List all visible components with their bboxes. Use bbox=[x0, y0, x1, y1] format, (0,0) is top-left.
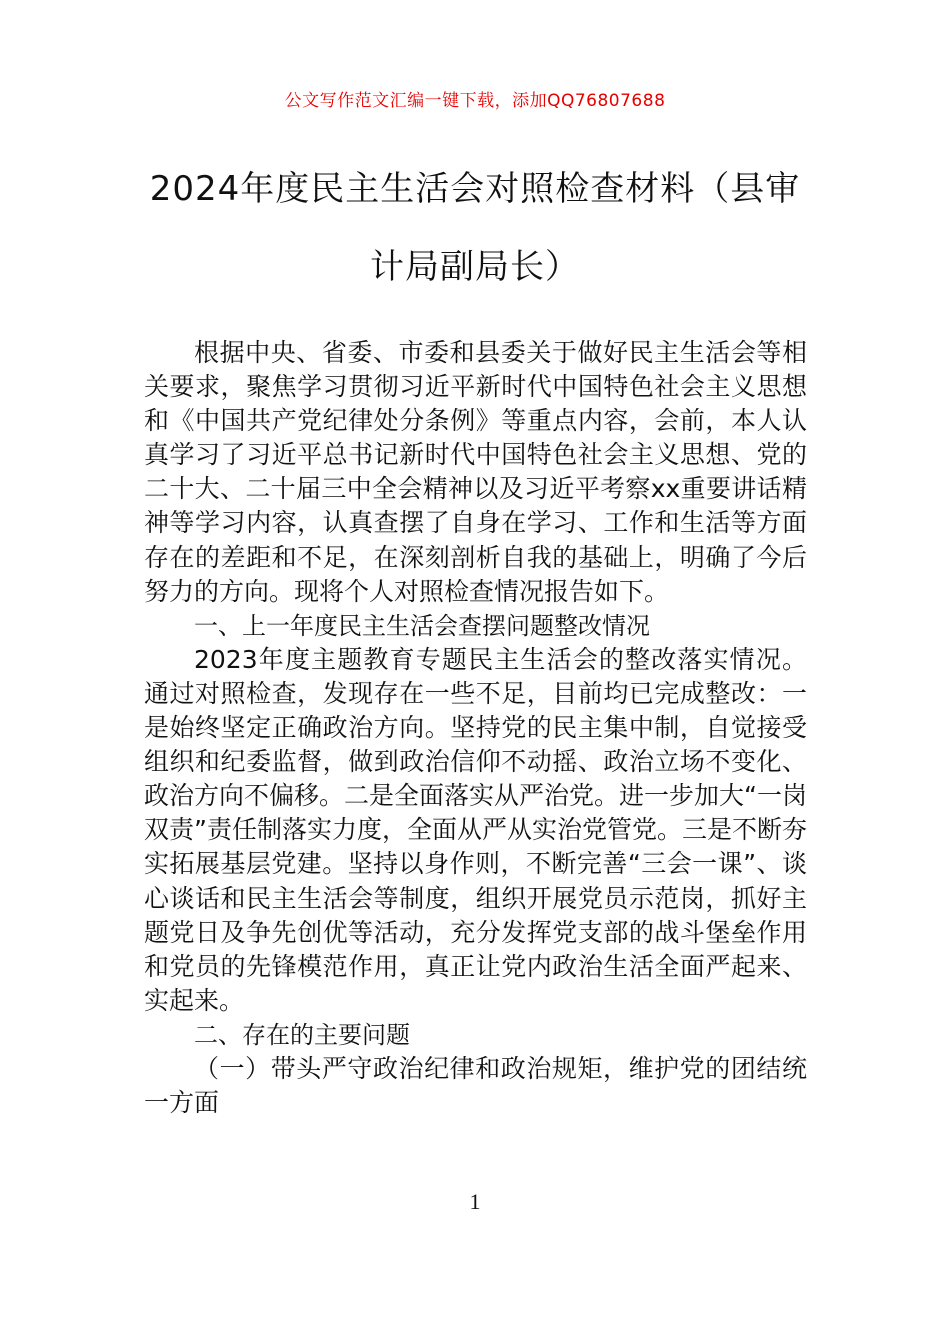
page-number: 1 bbox=[469, 1189, 481, 1214]
document-title: 2024年度民主生活会对照检查材料（县审计局副局长） bbox=[149, 169, 801, 287]
watermark-banner: 公文写作范文汇编一键下载，添加QQ76807688 bbox=[284, 91, 666, 111]
subsection-heading-1: （一）带头严守政治纪律和政治规矩，维护党的团结统一方面 bbox=[144, 1053, 807, 1118]
rectification-paragraph: 2023年度主题教育专题民主生活会的整改落实情况。通过对照检查，发现存在一些不足，目前均已完成整改：一是始终坚定正确政治方向。坚持党的民主集中制，自觉接受组织和纪委监督，做到政治信仰不动摇、政治立场不变化、政治方向不偏移。二是全面落实从严治党。进一步加大“一岗双责”责任制落实力度，全面从严从实治党管党。三是不断夯实拓展基层党建。坚持以身作则，不断完善“三会一课”、谈心谈话和民主生活会等制度，组织开展党员示范岗，抓好主题党日及争先创优等活动，充分发挥党支部的战斗堡垒作用和党员的先锋模范作用，真正让党内政治生活全面严起来、实起来。 bbox=[144, 644, 807, 1015]
section-heading-1: 一、上一年度民主生活会查摆问题整改情况 bbox=[194, 611, 650, 640]
intro-paragraph: 根据中央、省委、市委和县委关于做好民主生活会等相关要求，聚焦学习贯彻习近平新时代中国特色社会主义思想和《中国共产党纪律处分条例》等重点内容，会前，本人认真学习了习近平总书记新时代中国特色社会主义思想、党的二十大、二十届三中全会精神以及习近平考察xx重要讲话精神等学习内容，认真查摆了自身在学习、工作和生活等方面存在的差距和不足，在深刻剖析自我的基础上，明确了今后努力的方向。现将个人对照检查情况报告如下。 bbox=[144, 338, 807, 606]
section-heading-2: 二、存在的主要问题 bbox=[194, 1020, 410, 1049]
document-body bbox=[144, 336, 807, 1120]
